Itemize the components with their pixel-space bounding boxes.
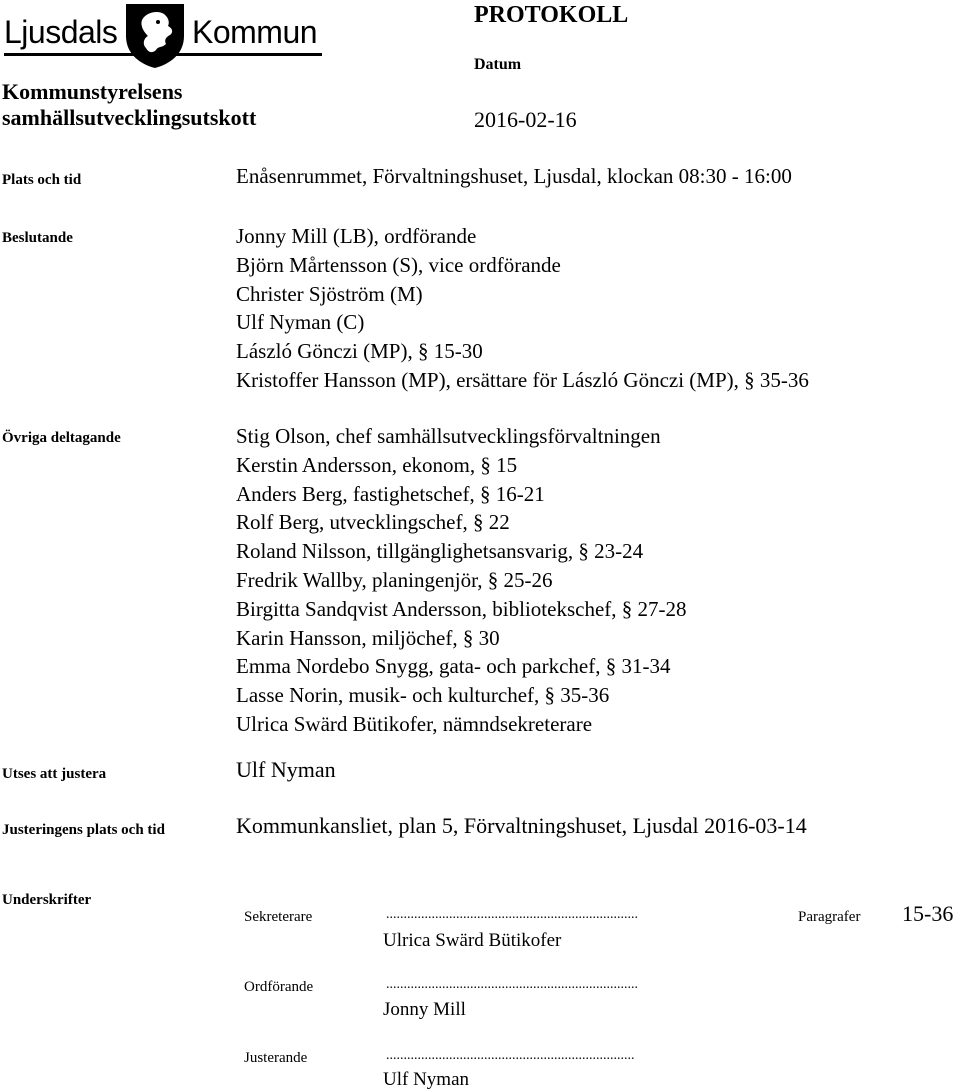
list-item: Lasse Norin, musik- och kulturchef, § 35-36 <box>236 683 610 708</box>
adjuster-signature-label: Justerande <box>244 1050 308 1066</box>
list-item: Roland Nilsson, tillgänglighetsansvarig, § 23-24 <box>236 539 644 564</box>
decision-makers-label: Beslutande <box>2 230 73 246</box>
adjuster-value: Ulf Nyman <box>236 757 336 782</box>
committee-line-2: samhällsutvecklingsutskott <box>2 105 257 130</box>
list-item: Kerstin Andersson, ekonom, § 15 <box>236 452 518 477</box>
other-participants-list <box>236 422 687 739</box>
document-title: PROTOKOLL <box>474 2 629 28</box>
committee-line-1: Kommunstyrelsens <box>2 79 183 104</box>
list-item: Ulrica Swärd Bütikofer, nämndsekreterare <box>236 711 593 736</box>
adjuster-signature-line: ....................................................................... <box>386 1048 635 1063</box>
secretary-signature-line: ........................................................................ <box>386 907 638 922</box>
other-participants-label: Övriga deltagande <box>2 430 121 446</box>
list-item: Karin Hansson, miljöchef, § 30 <box>236 625 500 650</box>
list-item: Anders Berg, fastighetschef, § 16-21 <box>236 481 545 506</box>
adjuster-signature-name: Ulf Nyman <box>383 1069 470 1090</box>
municipality-logo <box>4 2 324 68</box>
chair-signature-line: ........................................................................ <box>386 977 638 992</box>
place-time-value: Enåsenrummet, Förvaltningshuset, Ljusdal, klockan 08:30 - 16:00 <box>236 164 792 188</box>
chair-label: Ordförande <box>244 979 314 995</box>
list-item: Fredrik Wallby, planingenjör, § 25-26 <box>236 567 553 592</box>
signatures-label: Underskrifter <box>2 892 92 908</box>
list-item: Ulf Nyman (C) <box>236 310 365 335</box>
chair-name: Jonny Mill <box>383 999 466 1020</box>
list-item: Emma Nordebo Snygg, gata- och parkchef, § 31-34 <box>236 654 671 679</box>
list-item: László Gönczi (MP), § 15-30 <box>236 339 483 364</box>
list-item: Christer Sjöström (M) <box>236 281 423 306</box>
list-item: Kristoffer Hansson (MP), ersättare för László Gönczi (MP), § 35-36 <box>236 367 809 392</box>
decision-makers-list <box>236 222 809 395</box>
adjuster-label: Utses att justera <box>2 766 107 782</box>
list-item: Birgitta Sandqvist Andersson, bibliotekschef, § 27-28 <box>236 596 687 621</box>
paragraphs-label: Paragrafer <box>798 909 861 925</box>
logo-text-left: Ljusdals <box>4 14 118 50</box>
list-item: Stig Olson, chef samhällsutvecklingsförvaltningen <box>236 424 661 448</box>
secretary-name: Ulrica Swärd Bütikofer <box>383 930 562 951</box>
date-value: 2016-02-16 <box>474 107 577 132</box>
logo-text-right: Kommun <box>192 14 318 50</box>
logo-underline <box>4 53 322 56</box>
list-item: Björn Mårtensson (S), vice ordförande <box>236 252 561 277</box>
paragraphs-value: 15-36 <box>902 901 954 926</box>
list-item: Rolf Berg, utvecklingschef, § 22 <box>236 510 510 535</box>
list-item: Jonny Mill (LB), ordförande <box>236 224 477 248</box>
adjustment-place-time-label: Justeringens plats och tid <box>2 822 165 838</box>
lion-shield-icon <box>124 2 186 68</box>
date-label: Datum <box>474 56 522 73</box>
adjustment-place-time-value: Kommunkansliet, plan 5, Förvaltningshuset, Ljusdal 2016-03-14 <box>236 813 807 838</box>
committee-name <box>2 79 256 131</box>
secretary-label: Sekreterare <box>244 909 313 925</box>
place-time-label: Plats och tid <box>2 172 82 188</box>
